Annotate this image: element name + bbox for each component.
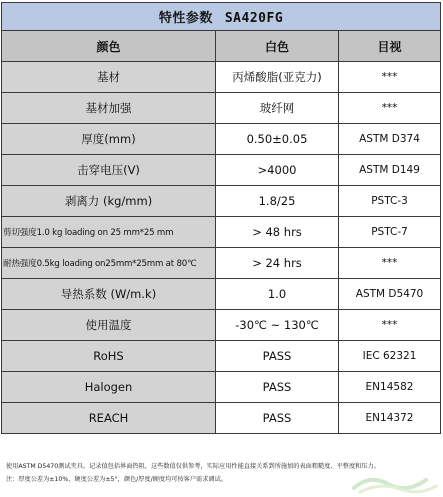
test-standard: ***: [339, 310, 441, 341]
header-row: [2, 31, 441, 62]
title-label: 特性参数: [158, 11, 213, 26]
test-standard: ***: [339, 93, 441, 124]
property-name: 基材加强: [2, 93, 216, 124]
watermark-logo-icon: [350, 470, 440, 496]
property-name: 剥离力 (kg/mm): [2, 186, 216, 217]
property-name: RoHS: [2, 341, 216, 372]
property-value: PASS: [216, 403, 339, 434]
table-row: [2, 310, 441, 341]
property-value: 0.50±0.05: [216, 124, 339, 155]
table-row: [2, 124, 441, 155]
table-row: [2, 217, 441, 248]
property-value: 丙烯酸脂(亚克力): [216, 62, 339, 93]
property-value: 1.8/25: [216, 186, 339, 217]
property-value: 1.0: [216, 279, 339, 310]
footnote-line: 注：厚度公差为±10%，硬度公差为±5°，颜色/厚度/硬度均可按客户需求调试。: [6, 476, 227, 483]
property-value: PASS: [216, 372, 339, 403]
property-name: 厚度(mm): [2, 124, 216, 155]
header-col2: 白色: [216, 31, 339, 62]
property-value: -30℃ ~ 130℃: [216, 310, 339, 341]
test-standard: ASTM D5470: [339, 279, 441, 310]
property-value: > 24 hrs: [216, 248, 339, 279]
table-row: [2, 62, 441, 93]
test-standard: ***: [339, 248, 441, 279]
property-value: PASS: [216, 341, 339, 372]
table-row: [2, 155, 441, 186]
property-name: 剪切强度1.0 kg loading on 25 mm*25 mm: [2, 217, 216, 248]
property-value: > 48 hrs: [216, 217, 339, 248]
spec-table: [1, 2, 441, 434]
table-row: [2, 186, 441, 217]
test-standard: ***: [339, 62, 441, 93]
table-row: [2, 248, 441, 279]
property-name: 导热系数 (W/m.k): [2, 279, 216, 310]
header-col3: 目视: [339, 31, 441, 62]
table-row: [2, 341, 441, 372]
property-value: >4000: [216, 155, 339, 186]
test-standard: EN14372: [339, 403, 441, 434]
property-name: 基材: [2, 62, 216, 93]
test-standard: IEC 62321: [339, 341, 441, 372]
property-name: 使用温度: [2, 310, 216, 341]
property-name: REACH: [2, 403, 216, 434]
table-row: [2, 279, 441, 310]
table-row: [2, 403, 441, 434]
property-value: 玻纤网: [216, 93, 339, 124]
header-col1: 颜色: [2, 31, 216, 62]
test-standard: PSTC-3: [339, 186, 441, 217]
test-standard: EN14582: [339, 372, 441, 403]
property-name: 击穿电压(V): [2, 155, 216, 186]
title-row: [2, 3, 441, 31]
property-name: Halogen: [2, 372, 216, 403]
product-code: SA420FG: [224, 11, 284, 26]
footnote-line: 使用ASTM D5470测试夹具。记录值包括界面热阻，这些数值仅供参考，实际应用性能直接关系到所施加的表面粗糙度、平整度和压力。: [6, 463, 380, 470]
table-title: [2, 3, 441, 31]
test-standard: PSTC-7: [339, 217, 441, 248]
table-row: [2, 372, 441, 403]
property-name: 耐热强度0.5kg loading on25mm*25mm at 80℃: [2, 248, 216, 279]
test-standard: ASTM D374: [339, 124, 441, 155]
table-row: [2, 93, 441, 124]
test-standard: ASTM D149: [339, 155, 441, 186]
